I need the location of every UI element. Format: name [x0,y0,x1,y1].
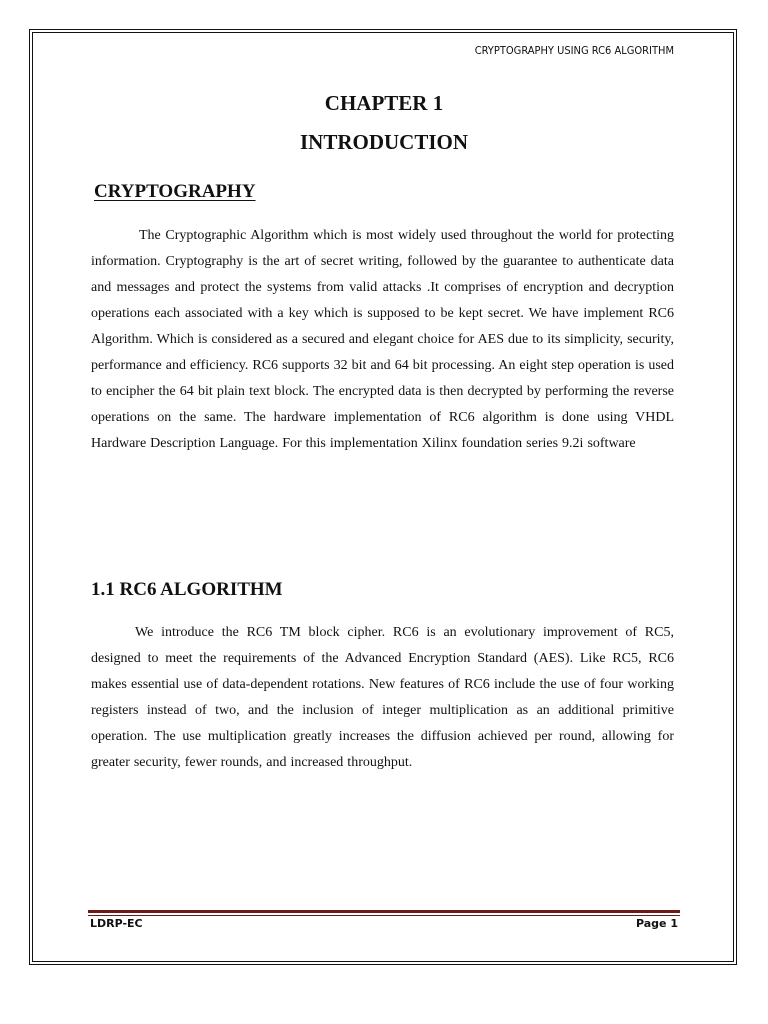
chapter-number: CHAPTER 1 [324,91,444,115]
section-heading-cryptography: CRYPTOGRAPHY [94,181,256,202]
paragraph-cryptography: The Cryptographic Algorithm which is most widely used throughout the world for protecting information. Cryptography is the art of secret writing, followed by the guarantee to authenticate data and messages and protect the systems from valid attacks .It comprises of encryption and decryption operations each associated with a key which is supposed to be kept secret. We have implement RC6 Algorithm. Which is considered as a secured and elegant choice for AES due to its simplicity, security, performance and efficiency. RC6 supports 32 bit and 64 bit processing. An eight step operation is used to encipher the 64 bit plain text block. The encrypted data is then decrypted by performing the reverse operations on the same. The hardware implementation of RC6 algorithm is done using VHDL Hardware Description Language. For this implementation Xilinx foundation series 9.2i software [91,228,674,451]
page-border-inner [32,32,734,962]
section-heading-rc6-algorithm: 1.1 RC6 ALGORITHM [91,579,283,600]
chapter-title: INTRODUCTION [299,130,469,154]
footer-department: LDRP-EC [90,917,143,930]
footer-page-number: Page 1 [635,917,678,930]
paragraph-rc6-algorithm: We introduce the RC6 TM block cipher. RC6 is an evolutionary improvement of RC5, designed to meet the requirements of the Advanced Encryption Standard (AES). Like RC5, RC6 makes essential use of data-dependent rotations. New features of RC6 include the use of four working registers instead of two, and the inclusion of integer multiplication as an additional primitive operation. The use multiplication greatly increases the diffusion achieved per round, allowing for greater security, fewer rounds, and increased throughput. [91,625,674,770]
footer-rule-thin [88,915,680,916]
footer-rule-thick [88,910,680,913]
running-header: CRYPTOGRAPHY USING RC6 ALGORITHM [474,44,674,57]
